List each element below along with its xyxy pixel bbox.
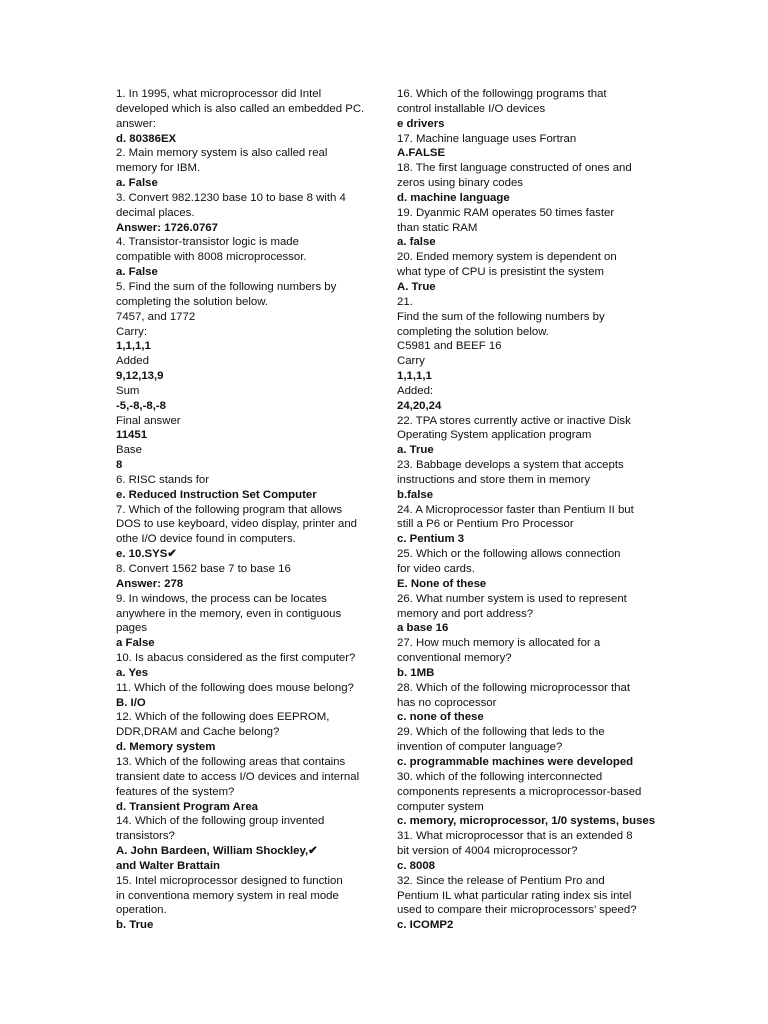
question-line: memory for IBM. bbox=[116, 162, 201, 175]
question-line: used to compare their microprocessors’ speed? bbox=[397, 904, 637, 917]
answer-line: A.FALSE bbox=[397, 147, 446, 160]
answer-line: 1,1,1,1 bbox=[397, 370, 432, 383]
question-line: 31. What microprocessor that is an extended 8 bbox=[397, 830, 633, 843]
answer-line: a False bbox=[116, 637, 155, 650]
question-line: memory and port address? bbox=[397, 607, 534, 620]
question-line: features of the system? bbox=[116, 785, 235, 798]
question-line: than static RAM bbox=[397, 221, 478, 234]
question-line: compatible with 8008 microprocessor. bbox=[116, 251, 307, 264]
question-line: transient date to access I/O devices and internal bbox=[116, 770, 360, 783]
answer-line: -5,-8,-8,-8 bbox=[116, 399, 167, 412]
question-line: 3. Convert 982.1230 base 10 to base 8 with 4 bbox=[116, 191, 346, 204]
question-line: 14. Which of the following group invented bbox=[116, 815, 325, 828]
question-line: Pentium IL what particular rating index sis intel bbox=[397, 889, 632, 902]
question-line: completing the solution below. bbox=[397, 325, 549, 338]
question-line: decimal places. bbox=[116, 206, 195, 219]
question-line: 15. Intel microprocessor designed to function bbox=[116, 874, 343, 887]
question-line: anywhere in the memory, even in contiguous bbox=[116, 607, 342, 620]
answer-line: e drivers bbox=[397, 117, 445, 130]
question-line: what type of CPU is presistint the system bbox=[397, 266, 605, 279]
question-line: C5981 and BEEF 16 bbox=[397, 340, 502, 353]
question-line: bit version of 4004 microprocessor? bbox=[397, 845, 578, 858]
answer-line: 9,12,13,9 bbox=[116, 370, 164, 383]
question-line: 21. bbox=[397, 295, 413, 308]
question-line: 10. Is abacus considered as the first computer? bbox=[116, 652, 356, 665]
answer-line: Answer: 278 bbox=[116, 577, 184, 590]
answer-line: c. programmable machines were developed bbox=[397, 755, 634, 768]
question-line: 24. A Microprocessor faster than Pentium II but bbox=[397, 503, 634, 516]
answer-line: 8 bbox=[116, 459, 123, 472]
question-line: Find the sum of the following numbers by bbox=[397, 310, 605, 323]
answer-line: Answer: 1726.0767 bbox=[116, 221, 218, 234]
answer-line: c. Pentium 3 bbox=[397, 533, 465, 546]
answer-line: b. 1MB bbox=[397, 666, 435, 679]
question-line: 22. TPA stores currently active or inactive Disk bbox=[397, 414, 631, 427]
question-line: Carry: bbox=[116, 325, 148, 338]
question-line: components represents a microprocessor-based bbox=[397, 785, 642, 798]
question-line: 26. What number system is used to represent bbox=[397, 592, 627, 605]
question-line: 1. In 1995, what microprocessor did Intel bbox=[116, 88, 322, 100]
question-line: developed which is also called an embedded PC. bbox=[116, 102, 365, 115]
answer-line: A. John Bardeen, William Shockley,✔ bbox=[116, 845, 318, 858]
question-line: Sum bbox=[116, 384, 140, 397]
question-line: 13. Which of the following areas that contains bbox=[116, 755, 346, 768]
question-line: 19. Dyanmic RAM operates 50 times faster bbox=[397, 206, 615, 219]
answer-line: a. Yes bbox=[116, 666, 149, 679]
question-line: DOS to use keyboard, video display, printer and bbox=[116, 518, 358, 531]
answer-line: c. 8008 bbox=[397, 859, 436, 872]
question-line: conventional memory? bbox=[397, 652, 512, 665]
question-line: 30. which of the following interconnected bbox=[397, 770, 603, 783]
question-line: 32. Since the release of Pentium Pro and bbox=[397, 874, 605, 887]
question-line: transistors? bbox=[116, 830, 175, 843]
answer-line: 11451 bbox=[116, 429, 148, 442]
question-line: zeros using binary codes bbox=[397, 177, 523, 190]
answer-line: b. True bbox=[116, 919, 154, 932]
answer-line: c. none of these bbox=[397, 711, 484, 724]
question-line: completing the solution below. bbox=[116, 295, 268, 308]
answer-line: B. I/O bbox=[116, 696, 146, 709]
question-line: 17. Machine language uses Fortran bbox=[397, 132, 577, 145]
question-line: control installable I/O devices bbox=[397, 102, 546, 115]
question-line: Operating System application program bbox=[397, 429, 592, 442]
question-line: 4. Transistor-transistor logic is made bbox=[116, 236, 299, 249]
question-line: 29. Which of the following that leds to the bbox=[397, 726, 605, 739]
question-line: has no coprocessor bbox=[397, 696, 497, 709]
question-line: othe I/O device found in computers. bbox=[116, 533, 296, 546]
question-line: 2. Main memory system is also called real bbox=[116, 147, 328, 160]
question-line: Added: bbox=[397, 384, 434, 397]
answer-line: b.false bbox=[397, 488, 434, 501]
answer-line: a. False bbox=[116, 266, 158, 279]
question-line: for video cards. bbox=[397, 563, 475, 575]
question-line: still a P6 or Pentium Pro Processor bbox=[397, 518, 574, 531]
answer-line: A. True bbox=[397, 280, 436, 293]
question-line: 11. Which of the following does mouse belong? bbox=[116, 681, 354, 694]
question-line: 25. Which or the following allows connection bbox=[397, 548, 621, 561]
answer-line: d. Transient Program Area bbox=[116, 800, 259, 813]
answer-line: c. ICOMP2 bbox=[397, 919, 454, 932]
question-line: 16. Which of the followingg programs that bbox=[397, 88, 607, 100]
answer-line: d. Memory system bbox=[116, 741, 216, 754]
answer-line: a. False bbox=[116, 177, 158, 190]
question-line: 23. Babbage develops a system that accepts bbox=[397, 459, 624, 472]
answer-line: 24,20,24 bbox=[397, 399, 442, 412]
question-line: 7. Which of the following program that allows bbox=[116, 503, 343, 516]
question-line: invention of computer language? bbox=[397, 741, 563, 754]
question-line: 6. RISC stands for bbox=[116, 473, 210, 486]
answer-line: c. memory, microprocessor, 1/0 systems, buses bbox=[397, 815, 656, 828]
answer-line: E. None of these bbox=[397, 577, 487, 590]
answer-line: e. Reduced Instruction Set Computer bbox=[116, 488, 317, 501]
question-line: instructions and store them in memory bbox=[397, 473, 591, 486]
question-line: 7457, and 1772 bbox=[116, 310, 196, 323]
answer-line: 1,1,1,1 bbox=[116, 340, 151, 353]
answer-line: d. machine language bbox=[397, 191, 510, 204]
question-line: Base bbox=[116, 444, 142, 457]
answer-line: and Walter Brattain bbox=[116, 859, 221, 872]
question-line: DDR,DRAM and Cache belong? bbox=[116, 726, 280, 739]
answer-line: a base 16 bbox=[397, 622, 449, 635]
question-line: 18. The first language constructed of ones and bbox=[397, 162, 632, 175]
question-line: pages bbox=[116, 622, 148, 635]
question-line: 28. Which of the following microprocessor that bbox=[397, 681, 630, 694]
answer-line: d. 80386EX bbox=[116, 132, 177, 145]
left-column bbox=[116, 87, 378, 933]
question-line: 20. Ended memory system is dependent on bbox=[397, 251, 617, 264]
question-line: in conventiona memory system in real mode bbox=[116, 889, 339, 902]
question-line: 12. Which of the following does EEPROM, bbox=[116, 711, 330, 724]
question-line: 27. How much memory is allocated for a bbox=[397, 637, 601, 650]
question-line: 9. In windows, the process can be locates bbox=[116, 592, 327, 605]
answer-line: a. false bbox=[397, 236, 436, 249]
question-line: 8. Convert 1562 base 7 to base 16 bbox=[116, 563, 291, 575]
question-line: Carry bbox=[397, 355, 425, 368]
question-line: Added bbox=[116, 355, 149, 368]
question-line: 5. Find the sum of the following numbers by bbox=[116, 280, 337, 293]
question-line: operation. bbox=[116, 904, 167, 917]
question-line: computer system bbox=[397, 800, 484, 813]
answer-line: a. True bbox=[397, 444, 434, 457]
right-column bbox=[397, 87, 659, 933]
question-line: answer: bbox=[116, 117, 156, 130]
answer-line: e. 10.SYS✔ bbox=[116, 548, 177, 561]
question-line: Final answer bbox=[116, 414, 181, 427]
